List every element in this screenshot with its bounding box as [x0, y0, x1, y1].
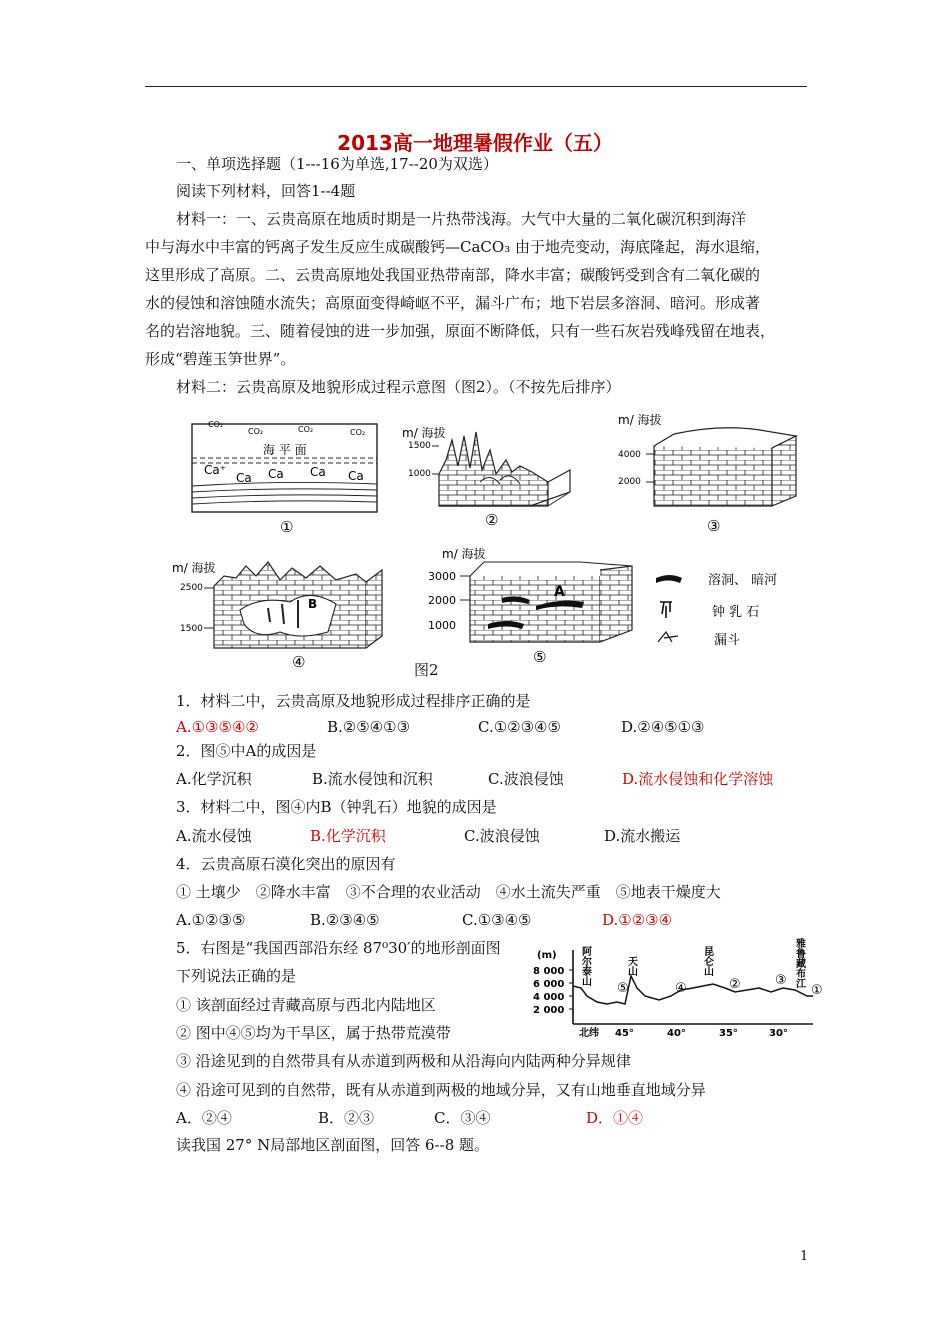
sea-level-label: 海 平 面 [263, 443, 307, 457]
co2-label: CO₂ [248, 427, 264, 436]
legend [656, 572, 777, 648]
question-stem: 下列说法正确的是 [176, 967, 297, 985]
axis-tick: 2000 [618, 477, 641, 487]
axis-tick: 3000 [428, 570, 456, 583]
x-tick: 35° [719, 1028, 738, 1039]
axis-unit: m/ 海拔 [618, 413, 662, 427]
question-options [176, 909, 672, 931]
axis-tick: 1000 [408, 469, 431, 479]
material1-line: 形成“碧莲玉笋世界”。 [145, 350, 296, 368]
q5-item: ③ 沿途见到的自然带具有从赤道到两极和从沿海向内陆两种分异规律 [176, 1052, 631, 1070]
option-a[interactable]: A.流水侵蚀 [176, 827, 252, 845]
option-c[interactable]: C.①②③④⑤ [478, 718, 561, 736]
page-title: 2013高一地理暑假作业（五） [337, 131, 613, 155]
x-tick: 45° [615, 1028, 634, 1039]
option-a[interactable]: A.化学沉积 [176, 770, 252, 788]
axis-unit: (m) [537, 950, 557, 961]
mountain-labels [580, 937, 807, 989]
panel-number: ④ [292, 653, 306, 671]
page-number: 1 [800, 1249, 809, 1264]
q5-item: ④ 沿途可见到的自然带，既有从赤道到两极的地域分异，又有山地垂直地域分异 [176, 1081, 706, 1099]
circle-label: ② [729, 977, 741, 992]
option-d[interactable]: D．①④ [586, 1109, 644, 1127]
question-options [176, 768, 773, 790]
x-tick: 40° [667, 1028, 686, 1039]
co2-label: CO₂ [208, 420, 224, 429]
material2-text: 材料二：云贵高原及地貌形成过程示意图（图2）。（不按先后排序） [176, 378, 621, 396]
option-b[interactable]: B.②③④⑤ [310, 911, 380, 929]
axis-tick: 2000 [428, 594, 456, 607]
option-d[interactable]: D.流水搬运 [604, 827, 681, 845]
label-b: B [308, 597, 318, 611]
panel-5-underground-rivers [428, 546, 632, 666]
legend-label: 漏斗 [714, 633, 741, 648]
option-b[interactable]: B.流水侵蚀和沉积 [312, 770, 433, 788]
q5-item: ② 图中④⑤均为干旱区，属于热带荒漠带 [176, 1024, 451, 1042]
y-tick: 4 000 [533, 992, 565, 1003]
option-a[interactable]: A.①②③⑤ [176, 911, 246, 929]
option-b[interactable]: B．②③ [318, 1109, 375, 1127]
panel-2-karst-peaks [402, 425, 570, 529]
figure-caption: 图2 [414, 661, 439, 679]
co2-label: CO₂ [298, 425, 314, 434]
mountain-kunlun: 昆仑山 [701, 946, 713, 976]
axis-tick: 4000 [618, 450, 641, 460]
question-stem: 2．图⑤中A的成因是 [176, 742, 317, 760]
panel-number: ③ [707, 517, 721, 535]
ca-label: Ca [268, 467, 284, 481]
axis-unit: m/ 海拔 [172, 561, 216, 575]
option-d[interactable]: D.②④⑤①③ [621, 718, 705, 736]
panel-number: ⑤ [533, 648, 547, 666]
legend-label: 溶洞、 暗河 [708, 573, 778, 588]
y-tick: 8 000 [533, 966, 565, 977]
circle-label: ① [811, 983, 823, 998]
question-options [176, 716, 705, 738]
x-tick: 北纬 [579, 1028, 599, 1039]
option-c[interactable]: C.①③④⑤ [462, 911, 532, 929]
x-tick: 30° [769, 1028, 788, 1039]
river-yarlung: 雅鲁藏布江 [793, 938, 805, 988]
option-a[interactable]: A.①③⑤④② [176, 718, 259, 736]
material1-line: 材料一：一、云贵高原在地质时期是一片热带浅海。大气中大量的二氧化碳沉积到海洋 [176, 210, 747, 228]
terrain-profile [527, 930, 827, 1042]
y-tick: 6 000 [533, 979, 565, 990]
panel-4-caves-stalactites [172, 560, 382, 671]
axis-tick: 1000 [428, 619, 456, 632]
material1-line: 这里形成了高原。二、云贵高原地处我国亚热带南部，降水丰富；碳酸钙受到含有二氧化碳的 [145, 266, 761, 284]
section-heading: 一、单项选择题（1---16为单选,17--20为双选） [176, 155, 498, 173]
circle-label: ⑤ [617, 981, 629, 996]
ca-label: Ca [348, 469, 364, 483]
co2-label: CO₂ [350, 428, 366, 437]
circle-label: ④ [675, 981, 687, 996]
q5-item: ① 该剖面经过青藏高原与西北内陆地区 [176, 996, 436, 1014]
option-c[interactable]: C.波浪侵蚀 [464, 827, 540, 845]
material1-line: 中与海水中丰富的钙离子发生反应生成碳酸钙—CaCO₃ 由于地壳变动，海底隆起，海水退缩， [145, 238, 770, 256]
ca-label: Ca [236, 471, 252, 485]
intro-text: 阅读下列材料，回答1--4题 [176, 182, 356, 200]
circle-label: ③ [775, 973, 787, 988]
ca-label: Ca⁺ [204, 463, 227, 477]
tail-instruction: 读我国 27° N局部地区剖面图，回答 6--8 题。 [176, 1136, 490, 1154]
option-d[interactable]: D.①②③④ [602, 911, 673, 929]
ca-label: Ca [310, 465, 326, 479]
axis-tick: 2500 [180, 583, 203, 593]
option-c[interactable]: C.波浪侵蚀 [488, 770, 564, 788]
sinkhole-icon [658, 632, 678, 642]
panel-number: ① [280, 518, 294, 536]
material1-line: 名的岩溶地貌。三、随着侵蚀的进一步加强，原面不断降低，只有一些石灰岩残峰残留在地表， [145, 322, 776, 340]
axis-tick: 1500 [180, 624, 203, 634]
option-a[interactable]: A．②④ [176, 1109, 232, 1127]
header-rule [145, 86, 807, 87]
option-d[interactable]: D.流水侵蚀和化学溶蚀 [622, 770, 774, 788]
mountain-tianshan: 天山 [625, 956, 637, 976]
cave-icon [656, 575, 682, 583]
axis-tick: 1500 [408, 441, 431, 451]
panel-3-plateau-uplift [618, 412, 796, 535]
option-b[interactable]: B.②⑤④①③ [327, 718, 411, 736]
panel-number: ② [485, 511, 499, 529]
axis-unit: m/ 海拔 [442, 547, 486, 561]
legend-label: 钟 乳 石 [712, 605, 760, 620]
figure-2 [160, 410, 820, 680]
question-stem: 4．云贵高原石漠化突出的原因有 [176, 855, 396, 873]
question-stem: 3．材料二中，图④内B（钟乳石）地貌的成因是 [176, 798, 497, 816]
label-a: A [554, 584, 565, 600]
question-stem: 5．右图是“我国西部沿东经 87⁰30′的地形剖面图 [176, 939, 501, 957]
option-b[interactable]: B.化学沉积 [310, 827, 386, 845]
panel-1-sea-deposition [192, 420, 377, 536]
mountain-altai: 阿尔泰山 [579, 946, 591, 986]
question-list: ① 土壤少 ②降水丰富 ③不合理的农业活动 ④水土流失严重 ⑤地表干燥度大 [176, 883, 721, 901]
y-tick: 2 000 [533, 1005, 565, 1016]
question-options [176, 825, 680, 847]
option-c[interactable]: C．③④ [434, 1109, 491, 1127]
axis-unit: m/ 海拔 [402, 426, 446, 440]
question-stem: 1．材料二中，云贵高原及地貌形成过程排序正确的是 [176, 692, 531, 710]
question-options [176, 1107, 643, 1129]
stalactite-icon [660, 602, 672, 618]
material1-line: 水的侵蚀和溶蚀随水流失；高原面变得崎岖不平，漏斗广布；地下岩层多溶洞、暗河。形成著 [145, 294, 761, 312]
